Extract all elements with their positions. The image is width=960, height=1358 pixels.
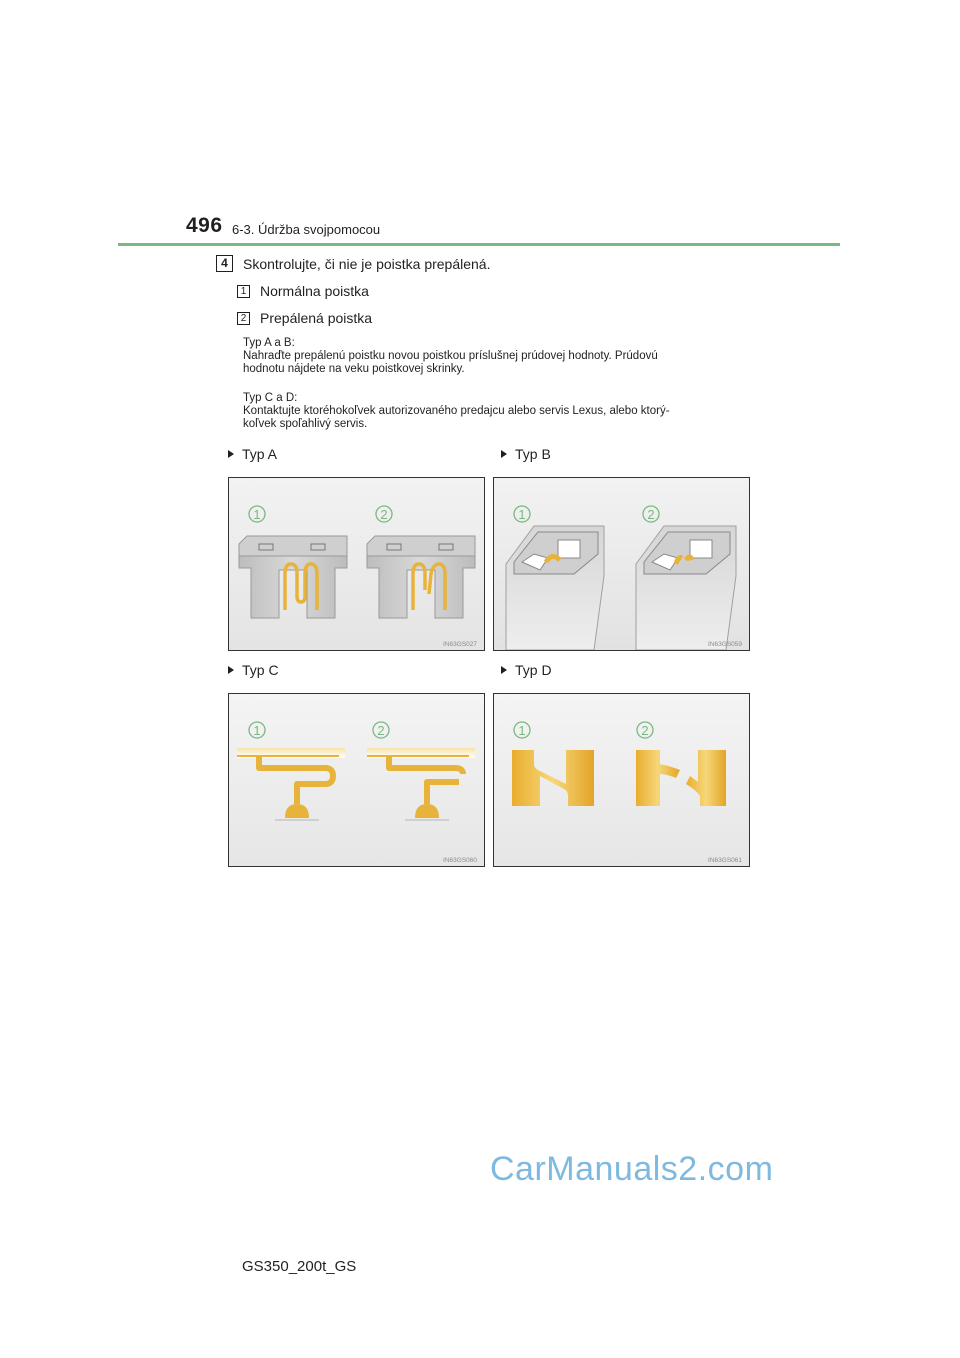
figure-code: IN63GS061 bbox=[708, 857, 742, 864]
svg-text:2: 2 bbox=[380, 507, 388, 522]
footer-model: GS350_200t_GS bbox=[242, 1258, 357, 1275]
note-line: hodnotu nájdete na veku poistkovej skrinky. bbox=[243, 363, 465, 375]
legend-badge-2: 2 bbox=[237, 312, 250, 325]
figure-code: IN63GS027 bbox=[443, 641, 477, 648]
header-rule bbox=[118, 243, 840, 246]
note-type-cd bbox=[243, 392, 670, 431]
figure-typ-c bbox=[228, 693, 485, 867]
note-line: koľvek spoľahlivý servis. bbox=[243, 418, 368, 430]
section-title: 6-3. Údržba svojpomocou bbox=[232, 222, 381, 237]
svg-text:1: 1 bbox=[518, 723, 526, 738]
note-line: Nahraďte prepálenú poistku novou poistkou príslušnej prúdovej hodnoty. Prúdovú bbox=[243, 350, 658, 362]
page-number: 496 bbox=[186, 214, 223, 237]
figure-code: IN63GS059 bbox=[708, 641, 742, 648]
figure-label-typ-b: Typ B bbox=[501, 446, 551, 462]
figure-code: IN63GS060 bbox=[443, 857, 477, 864]
svg-text:2: 2 bbox=[647, 507, 655, 522]
step-number-badge: 4 bbox=[216, 255, 233, 272]
figure-typ-b bbox=[493, 477, 750, 651]
figure-typ-a bbox=[228, 477, 485, 651]
note-title: Typ A a B: bbox=[243, 337, 295, 349]
watermark-logo: CarManuals2.com bbox=[490, 1150, 774, 1188]
svg-text:1: 1 bbox=[253, 723, 261, 738]
svg-text:2: 2 bbox=[377, 723, 385, 738]
triangle-bullet-icon bbox=[228, 666, 234, 674]
triangle-bullet-icon bbox=[228, 450, 234, 458]
blown-fuse-illustration bbox=[636, 526, 736, 650]
legend-label-normal-fuse: Normálna poistka bbox=[260, 283, 369, 299]
note-line: Kontaktujte ktoréhokoľvek autorizovaného predajcu alebo servis Lexus, alebo ktorý- bbox=[243, 405, 670, 417]
svg-text:1: 1 bbox=[253, 507, 261, 522]
note-type-ab bbox=[243, 337, 743, 376]
step-text: Skontrolujte, či nie je poistka prepálená. bbox=[243, 256, 491, 272]
svg-text:1: 1 bbox=[518, 507, 526, 522]
note-title: Typ C a D: bbox=[243, 392, 298, 404]
normal-fuse-illustration bbox=[506, 526, 604, 650]
svg-text:2: 2 bbox=[641, 723, 649, 738]
figure-label-typ-a: Typ A bbox=[228, 446, 277, 462]
triangle-bullet-icon bbox=[501, 450, 507, 458]
legend-label-blown-fuse: Prepálená poistka bbox=[260, 310, 373, 326]
figure-label-typ-d: Typ D bbox=[501, 662, 552, 678]
figure-label-typ-c: Typ C bbox=[228, 662, 279, 678]
legend-badge-1: 1 bbox=[237, 285, 250, 298]
triangle-bullet-icon bbox=[501, 666, 507, 674]
figure-typ-d bbox=[493, 693, 750, 867]
